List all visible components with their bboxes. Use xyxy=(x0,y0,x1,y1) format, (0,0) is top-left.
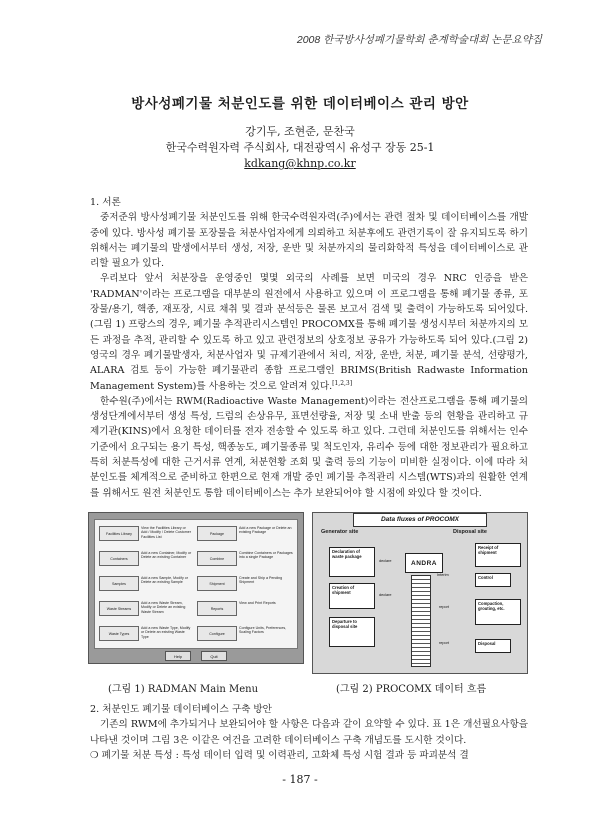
package-desc: Add a new Package or Delete an existing Package xyxy=(239,526,292,535)
configure-desc: Configure Units, Preferences, Scaling Factors xyxy=(239,626,287,635)
intro-paragraph-2: 우리보다 앞서 처분장을 운영중인 몇몇 외국의 사례를 보면 미국의 경우 NRC 인증을 받은 'RADMAN'이라는 프로그램을 대부분의 원전에서 사용하고 있으며 이 프로그램을 통해 폐기물 종류, 포장물/용기, 핵종, 재포장, 시료 채취 및 결과 분석등은 물론 보고서 검색 및 출력이 가능하도록 되어있다.(그림 1) 프랑스의 경우, 폐기물 추적관리시스템인 PROCOMX를 통해 폐기물 생성시부터 처분까지의 모든 과정을 추적, 관리할 수 있도록 하고 있고 관련정보의 상호정보 공유가 가능하도록 되어 있다.(그림 2) 영국의 경우 폐기물발생자, 처분사업자 및 규제기관에서 처리, 저장, 운반, 처분, 폐기물 분석, 선량평가, ALARA 검토 등이 가능한 폐기물관리 종합 프로그램인 BRIMS(British Radwaste Information Management System)를 사용하는 것으로 알려져 있다.[1,2,3] xyxy=(90,273,528,392)
waste-streams-button[interactable]: Waste Streams xyxy=(99,601,139,616)
creation-box: Creation of shipment xyxy=(329,583,375,609)
author-email[interactable]: kdkang@khnp.co.kr xyxy=(244,157,356,170)
combine-button[interactable]: Combine xyxy=(197,551,237,566)
paper-title: 방사성폐기물 처분인도를 위한 데이터베이스 관리 방안 xyxy=(131,96,469,112)
receipt-box: Receipt of shipment xyxy=(475,543,521,567)
samples-button[interactable]: Samples xyxy=(99,576,139,591)
departure-box: Departure to disposal site xyxy=(329,617,375,647)
figure-2-caption: (그림 2) PROCOMX 데이터 흐름 xyxy=(336,684,487,695)
section-heading-intro: 1. 서론 xyxy=(90,197,121,208)
generator-site-label: Generator site xyxy=(321,529,359,535)
page-number: - 187 - xyxy=(282,773,318,786)
figure-1-caption: (그림 1) RADMAN Main Menu xyxy=(108,684,259,695)
intro-paragraph-1: 중저준위 방사성폐기물 처분인도를 위해 한국수력원자력(주)에서는 관련 절차 및 데이터베이스를 개발중에 있다. 방사성 폐기물 포장물을 처분사업자에게 의뢰하고 처분후에도 관련기록이 잘 유지되도록 하기 위해서는 폐기물의 발생에서부터 생성, 저장, 운반 및 처분까지의 물리화학적 특성을 데이터베이스로 관리할 필요가 있다. xyxy=(90,212,528,270)
running-header: 2008 한국방사성폐기물학회 춘계학술대회 논문요약집 xyxy=(296,34,542,46)
declaration-box: Declaration of waste package xyxy=(329,547,375,577)
waste-types-desc: Add a new Waste Type, Modify or Delete an existing Waste Type xyxy=(141,626,191,639)
section-heading-2: 2. 처분인도 폐기물 데이터베이스 구축 방안 xyxy=(90,704,272,715)
reports-button[interactable]: Reports xyxy=(197,601,237,616)
radman-window xyxy=(94,519,298,649)
disposal-site-label: Disposal site xyxy=(453,529,487,535)
waste-streams-desc: Add a new Waste Stream, Modify or Delete an existing Waste Stream xyxy=(141,601,186,614)
samples-desc: Add a new Sample, Modify or Delete an existing Sample xyxy=(141,576,188,585)
transport-flow-graphic xyxy=(411,575,431,667)
compaction-box: Compaction, grouting, etc. xyxy=(475,599,521,625)
help-button[interactable]: Help xyxy=(165,651,191,661)
section-2-paragraph-1: 기존의 RWM에 추가되거나 보완되어야 할 사항은 다음과 같이 요약할 수 있다. 표 1은 개선필요사항을 나타낸 것이며 그림 3은 이같은 여건을 고려한 데이터베이스 구축 개념도를 도시한 것이다. xyxy=(90,719,528,746)
andra-database-box: ANDRA xyxy=(405,553,443,573)
author-block xyxy=(0,124,600,172)
report-label-1: report xyxy=(439,605,449,609)
affiliation: 한국수력원자력 주식회사, 대전광역시 유성구 장동 25-1 xyxy=(165,141,435,154)
containers-desc: Add a new Container, Modify or Delete an existing Container xyxy=(141,551,192,560)
combine-desc: Combine Containers or Packages into a single Package xyxy=(239,551,293,560)
figure-procomx-data-flow xyxy=(312,512,528,674)
facilities-library-button[interactable]: Facilities Library xyxy=(99,526,139,541)
control-box: Control xyxy=(475,573,511,587)
section-2-bullet: ❍ 폐기물 처분 특성 : 특성 데이터 입력 및 이력관리, 고화체 특성 시험 결과 등 파괴분석 결 xyxy=(90,749,469,761)
reports-desc: View and Print Reports xyxy=(239,601,276,605)
facilities-library-desc: View the Facilities Library or Add / Modify / Delete Customer Facilities List xyxy=(141,526,191,539)
introduction-section xyxy=(90,195,528,501)
report-label-2: report xyxy=(439,641,449,645)
figure-radman-main-menu xyxy=(88,512,304,664)
disposal-box: Disposal xyxy=(475,639,511,653)
waste-types-button[interactable]: Waste Types xyxy=(99,626,139,641)
shipment-desc: Create and Ship a Pending Shipment xyxy=(239,576,283,585)
declare-label-2: declare xyxy=(379,593,392,597)
declare-label-1: declare xyxy=(379,559,392,563)
quit-button[interactable]: Quit xyxy=(201,651,227,661)
configure-button[interactable]: Configure xyxy=(197,626,237,641)
reference-marker: [1,2,3] xyxy=(332,379,353,387)
author-names: 강기두, 조현준, 문찬국 xyxy=(245,125,355,138)
procomx-diagram-title: Data fluxes of PROCOMX xyxy=(353,513,487,527)
shipment-button[interactable]: Shipment xyxy=(197,576,237,591)
interim-label: Interim xyxy=(437,573,449,577)
section-2 xyxy=(90,702,528,763)
package-button[interactable]: Package xyxy=(197,526,237,541)
intro-paragraph-3: 한수원(주)에서는 RWM(Radioactive Waste Management)이라는 전산프로그램을 통해 폐기물의 생성단계에서부터 생성 특성, 드럼의 손상유무, 표면선량율, 저장 및 소내 반출 등의 현황을 관리하고 규제기관(KINS)에서 요청한 데이터를 전자 전송할 수 있도록 하고 있다. 그런데 처분인도를 위해서는 인수기준에서 요구되는 용기 특성, 핵종농도, 폐기물종류 및 척도인자, 유리수 등에 대한 정보관리가 필요하고 특히 처분특성에 대한 근거서류 연계, 처분현황 조회 및 출력 등의 기능이 미비한 실정이다. 이에 따라 처분인도를 체계적으로 준비하고 한편으로 현재 개발 중인 폐기물 추적관리 시스템(WTS)과의 원활한 연계를 위해서도 원전 처분인도 통합 데이터베이스는 추가 보완되어야 할 시점에 와있다 할 것이다. xyxy=(90,395,528,499)
containers-button[interactable]: Containers xyxy=(99,551,139,566)
